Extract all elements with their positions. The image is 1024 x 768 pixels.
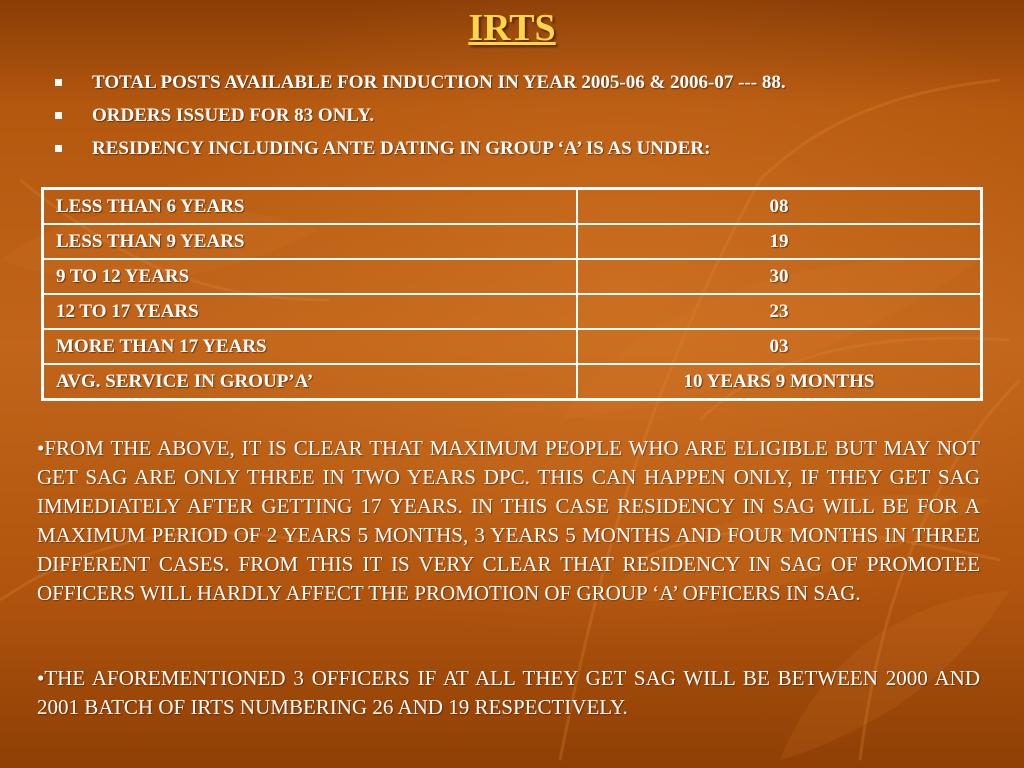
table-row — [43, 224, 982, 259]
row-value: 23 — [577, 294, 982, 329]
bullet-item — [52, 132, 992, 165]
bullet-text: ORDERS ISSUED FOR 83 ONLY. — [92, 105, 375, 126]
square-bullet-icon — [55, 79, 62, 86]
table-row — [43, 189, 982, 225]
bullet-text: RESIDENCY INCLUDING ANTE DATING IN GROUP ‘A’ IS AS UNDER: — [92, 138, 711, 159]
square-bullet-icon — [55, 145, 62, 152]
table-row — [43, 329, 982, 364]
bullet-item — [52, 66, 992, 99]
row-value: 10 YEARS 9 MONTHS — [577, 364, 982, 400]
conclusion-paragraph: •FROM THE ABOVE, IT IS CLEAR THAT MAXIMUM PEOPLE WHO ARE ELIGIBLE BUT MAY NOT GET SAG ARE ONLY THREE IN TWO YEARS DPC. THIS CAN HAPPEN ONLY, IF THEY GET SAG IMMEDIATELY AFTER GETTING 17 YEARS. IN THIS CASE RESIDENCY IN SAG WILL BE FOR A MAXIMUM PERIOD OF 2 YEARS 5 MONTHS, 3 YEARS 5 MONTHS AND FOUR MONTHS IN THREE DIFFERENT CASES. FROM THIS IT IS VERY CLEAR THAT RESIDENCY IN SAG OF PROMOTEE OFFICERS WILL HARDLY AFFECT THE PROMOTION OF GROUP ‘A’ OFFICERS IN SAG. — [37, 436, 980, 605]
bullet-text: TOTAL POSTS AVAILABLE FOR INDUCTION IN YEAR 2005-06 & 2006-07 --- 88. — [92, 72, 786, 93]
bullet-item — [52, 99, 992, 132]
row-label: 12 TO 17 YEARS — [43, 294, 578, 329]
square-bullet-icon — [55, 112, 62, 119]
table-row — [43, 364, 982, 400]
residency-table — [41, 187, 983, 401]
table-row — [43, 294, 982, 329]
officers-paragraph: •THE AFOREMENTIONED 3 OFFICERS IF AT ALL THEY GET SAG WILL BE BETWEEN 2000 AND 2001 BATCH OF IRTS NUMBERING 26 AND 19 RESPECTIVELY. — [37, 666, 980, 719]
row-label: LESS THAN 9 YEARS — [43, 224, 578, 259]
row-value: 30 — [577, 259, 982, 294]
row-label: LESS THAN 6 YEARS — [43, 189, 578, 225]
bullet-list — [52, 66, 992, 165]
slide-title: IRTS — [468, 7, 556, 49]
row-label: AVG. SERVICE IN GROUP’A’ — [43, 364, 578, 400]
row-label: 9 TO 12 YEARS — [43, 259, 578, 294]
row-value: 19 — [577, 224, 982, 259]
row-value: 03 — [577, 329, 982, 364]
row-value: 08 — [577, 189, 982, 225]
row-label: MORE THAN 17 YEARS — [43, 329, 578, 364]
table-row — [43, 259, 982, 294]
